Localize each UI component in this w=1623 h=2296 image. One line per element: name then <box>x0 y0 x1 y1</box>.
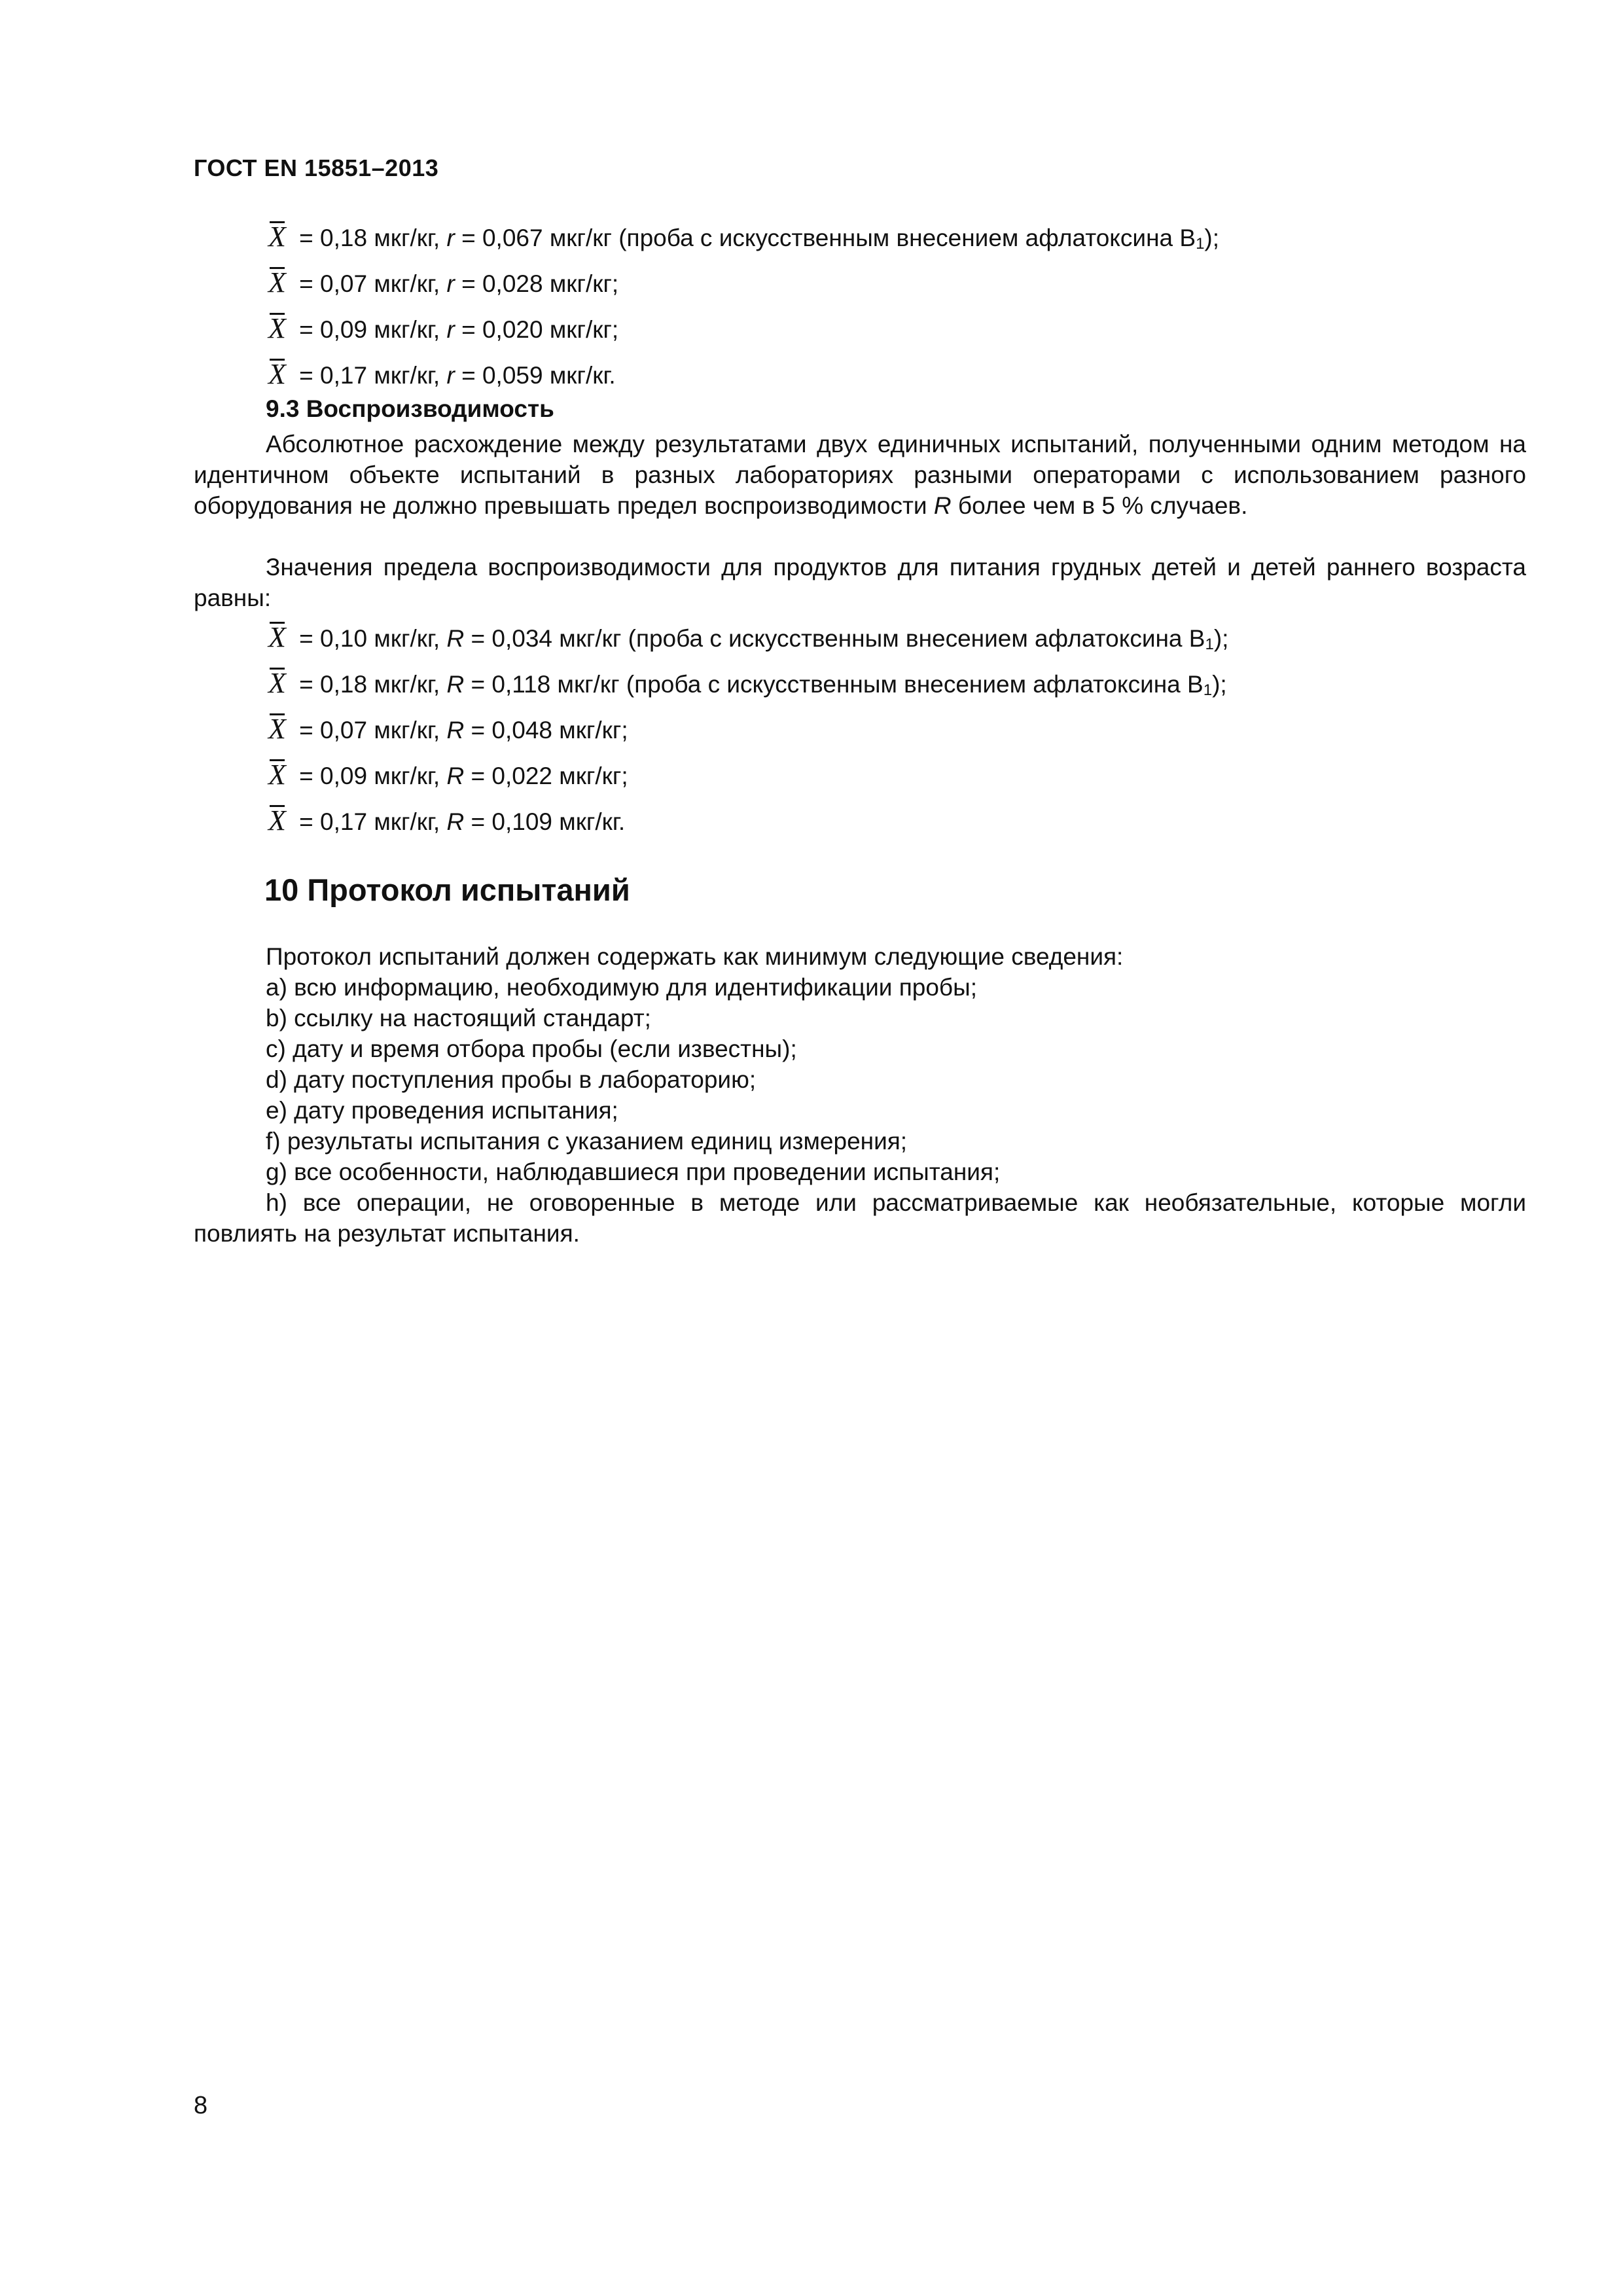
list-item: h) все операции, не оговоренные в методе или рассматриваемые как необязательные, которые могли повлиять на результат испытания. <box>194 1189 1526 1247</box>
list-item: g) все особенности, наблюдавшиеся при проведении испытания; <box>266 1158 1001 1185</box>
mean-symbol: X <box>268 713 286 745</box>
formula-line: X = 0,09 мкг/кг, R = 0,022 мкг/кг; <box>268 759 628 791</box>
mean-symbol: X <box>268 358 286 390</box>
paragraph: Значения предела воспроизводимости для продуктов для питания грудных детей и детей раннего возраста равны: <box>194 554 1526 611</box>
formula-line: X = 0,17 мкг/кг, r = 0,059 мкг/кг. <box>268 358 616 390</box>
mean-symbol: X <box>268 312 286 344</box>
list-item: f) результаты испытания с указанием единиц измерения; <box>266 1128 908 1155</box>
list-item: а) всю информацию, необходимую для идентификации пробы; <box>266 974 978 1001</box>
mean-symbol: X <box>268 621 286 653</box>
list-item: d) дату поступления пробы в лабораторию; <box>266 1066 757 1093</box>
page-number: 8 <box>194 2092 208 2119</box>
mean-symbol: X <box>268 759 286 791</box>
list-item: c) дату и время отбора пробы (если известны); <box>266 1035 797 1062</box>
formula-line: X = 0,10 мкг/кг, R = 0,034 мкг/кг (проба с искусственным внесением афлатоксина $B_1$); <box>268 621 1229 653</box>
formula-line: X = 0,09 мкг/кг, r = 0,020 мкг/кг; <box>268 312 619 344</box>
formula-line: X = 0,17 мкг/кг, R = 0,109 мкг/кг. <box>268 804 626 836</box>
mean-symbol: X <box>268 804 286 836</box>
formula-line: X = 0,07 мкг/кг, R = 0,048 мкг/кг; <box>268 713 628 745</box>
section-title: 10 Протокол испытаний <box>264 872 630 907</box>
section-intro: Протокол испытаний должен содержать как минимум следующие сведения: <box>266 943 1124 970</box>
mean-symbol: X <box>268 667 286 699</box>
mean-symbol: X <box>268 266 286 298</box>
formula-line: X = 0,18 мкг/кг, R = 0,118 мкг/кг (проба с искусственным внесением афлатоксина $B_1$); <box>268 667 1227 699</box>
paragraph: Абсолютное расхождение между результатами двух единичных испытаний, полученными одним методом на идентичном объекте испытаний в разных лабораториях разными операторами с использованием разного оборудования не должно превышать предел воспроизводимости R более чем в 5 % случаев. <box>194 431 1526 519</box>
formula-line: X = 0,07 мкг/кг, r = 0,028 мкг/кг; <box>268 266 619 298</box>
list-item: b) ссылку на настоящий стандарт; <box>266 1005 651 1031</box>
document-header: ГОСТ EN 15851–2013 <box>194 154 439 181</box>
list-item: e) дату проведения испытания; <box>266 1097 618 1124</box>
subsection-title: 9.3 Воспроизводимость <box>266 395 554 422</box>
formula-line: X = 0,18 мкг/кг, r = 0,067 мкг/кг (проба с искусственным внесением афлатоксина $B_1$); <box>268 221 1220 253</box>
mean-symbol: X <box>268 221 286 253</box>
